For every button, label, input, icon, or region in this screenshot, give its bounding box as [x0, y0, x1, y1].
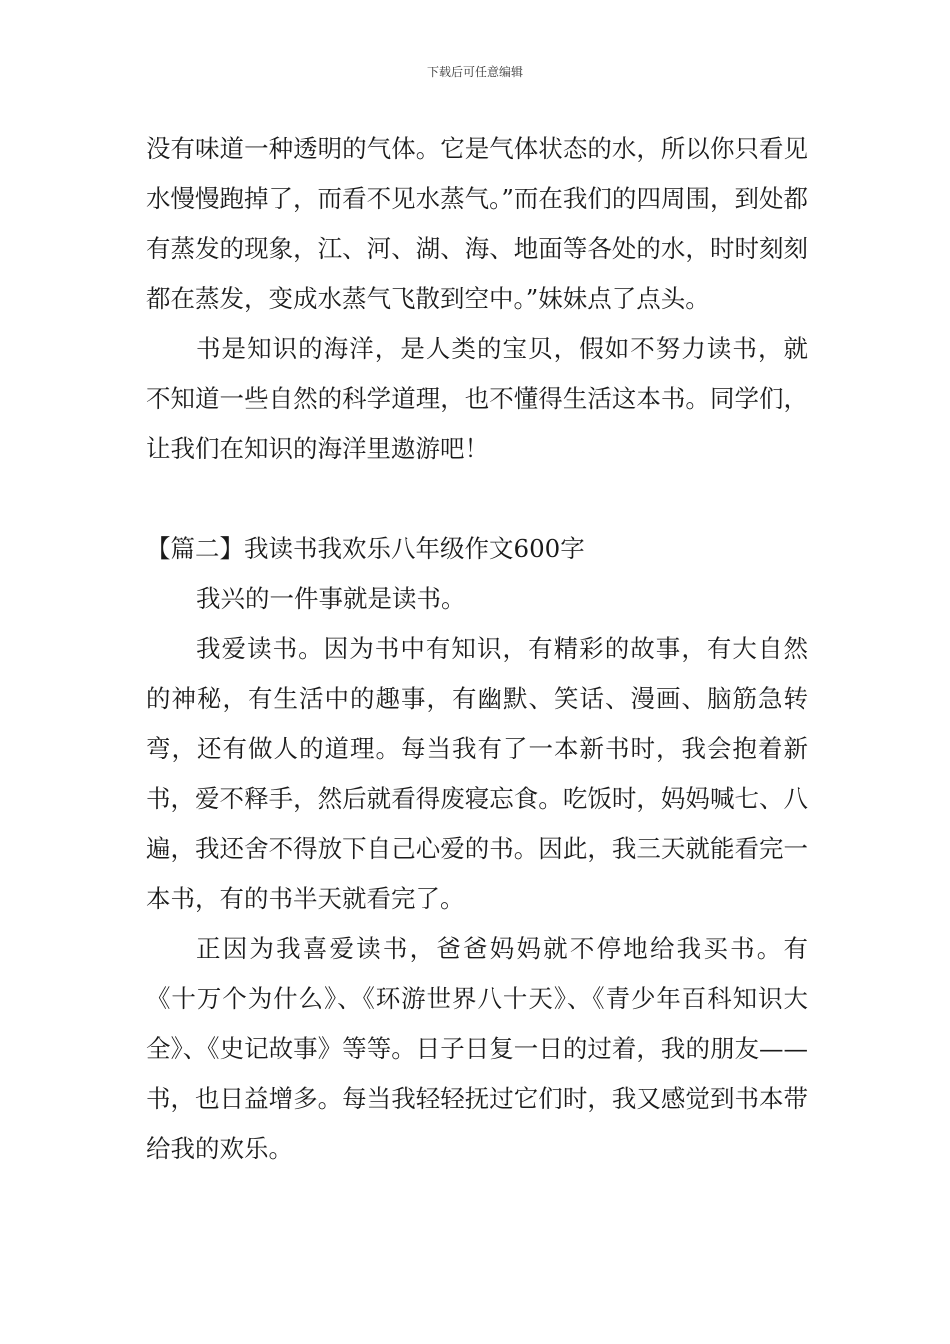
page-header: 下载后可任意编辑 — [426, 65, 523, 79]
paragraph-conclusion: 书是知识的海洋，是人类的宝贝，假如不努力读书，就不知道一些自然的科学道理，也不懂得生活这本书。同学们，让我们在知识的海洋里遨游吧！ — [146, 334, 808, 463]
paragraph-continuation: 没有味道一种透明的气体。它是气体状态的水，所以你只看见水慢慢跑掉了，而看不见水蒸气。”而在我们的四周围，到处都有蒸发的现象，江、河、湖、海、地面等各处的水，时时刻刻都在蒸发，变成水蒸气飞散到空中。”妹妹点了点头。 — [146, 134, 808, 313]
paragraph-intro: 我兴的一件事就是读书。 — [196, 584, 466, 613]
paragraph-reading-love: 我爱读书。因为书中有知识，有精彩的故事，有大自然的神秘，有生活中的趣事，有幽默、笑话、漫画、脑筋急转弯，还有做人的道理。每当我有了一本新书时，我会抱着新书，爱不释手，然后就看得废寝忘食。吃饭时，妈妈喊七、八遍，我还舍不得放下自己心爱的书。因此，我三天就能看完一本书，有的书半天就看完了。 — [146, 634, 808, 913]
section-heading: 【篇二】我读书我欢乐八年级作文600字 — [146, 534, 585, 563]
paragraph-books-bought: 正因为我喜爱读书，爸爸妈妈就不停地给我买书。有《十万个为什么》、《环游世界八十天》、《青少年百科知识大全》、《史记故事》等等。日子日复一日的过着，我的朋友——书，也日益增多。每当我轻轻抚过它们时，我又感觉到书本带给我的欢乐。 — [146, 934, 808, 1163]
document-body — [146, 124, 808, 1174]
section-spacer — [146, 474, 808, 524]
